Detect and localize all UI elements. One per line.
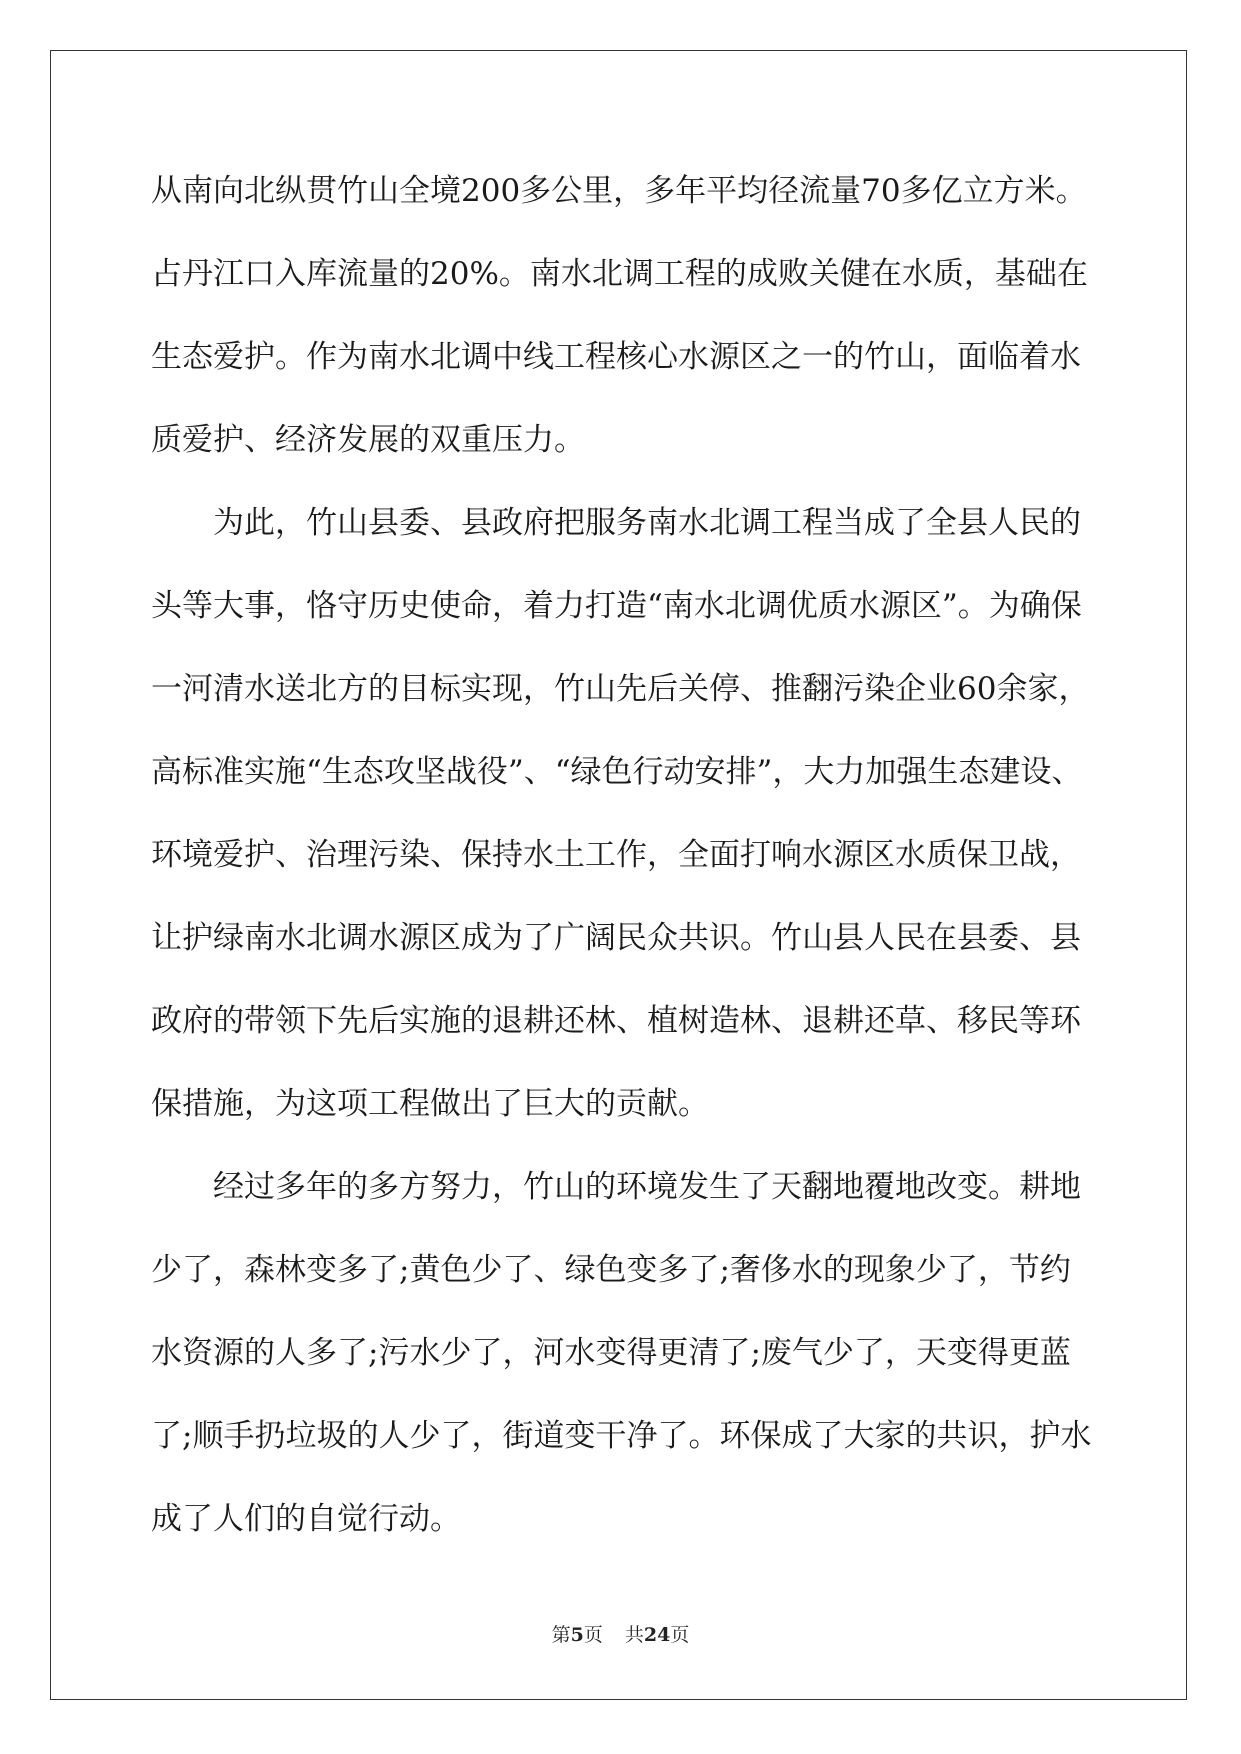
footer-prefix: 第 [551,1624,571,1646]
paragraph-1-line: 占丹江口入库流量的20%。南水北调工程的成败关健在水质，基础在 [151,256,1088,292]
current-page-number: 5 [570,1624,584,1646]
footer-total-prefix: 共 [624,1624,644,1646]
total-page-count: 24 [643,1624,671,1646]
footer-total-unit: 页 [670,1624,690,1646]
footer-page-unit: 页 [583,1624,603,1646]
paragraph-2-line: 政府的带领下先后实施的退耕还林、植树造林、退耕还草、移民等环 [151,1003,1081,1039]
paragraph-2-line: 一河清水送北方的目标实现，竹山先后关停、推翻污染企业60余家， [151,671,1090,707]
paragraph-3-line: 经过多年的多方努力，竹山的环境发生了天翻地覆地改变。耕地 [213,1169,1081,1205]
paragraph-3-line: 了;顺手扔垃圾的人少了，街道变干净了。环保成了大家的共识，护水 [151,1418,1092,1454]
paragraph-2-line: 头等大事，恪守历史使命，着力打造“南水北调优质水源区”。为确保 [151,588,1082,624]
paragraph-3-line: 少了，森林变多了;黄色少了、绿色变多了;奢侈水的现象少了，节约 [151,1252,1071,1288]
paragraph-3-line: 成了人们的自觉行动。 [151,1501,461,1537]
page-footer [0,1620,1241,1647]
paragraph-2-line: 让护绿南水北调水源区成为了广阔民众共识。竹山县人民在县委、县 [151,920,1081,956]
paragraph-2-line: 为此，竹山县委、县政府把服务南水北调工程当成了全县人民的 [213,505,1081,541]
paragraph-1-line: 质爱护、经济发展的双重压力。 [151,422,585,458]
paragraph-2-line: 环境爱护、治理污染、保持水土工作，全面打响水源区水质保卫战， [151,837,1081,873]
paragraph-2-line: 高标准实施“生态攻坚战役”、“绿色行动安排”，大力加强生态建设、 [151,754,1083,790]
document-body [151,150,1091,1561]
paragraph-1-line: 从南向北纵贯竹山全境200多公里，多年平均径流量70多亿立方米。 [151,173,1087,209]
paragraph-2-line: 保措施，为这项工程做出了巨大的贡献。 [151,1086,709,1122]
paragraph-1-line: 生态爱护。作为南水北调中线工程核心水源区之一的竹山，面临着水 [151,339,1081,375]
paragraph-3-line: 水资源的人多了;污水少了，河水变得更清了;废气少了，天变得更蓝 [151,1335,1071,1371]
